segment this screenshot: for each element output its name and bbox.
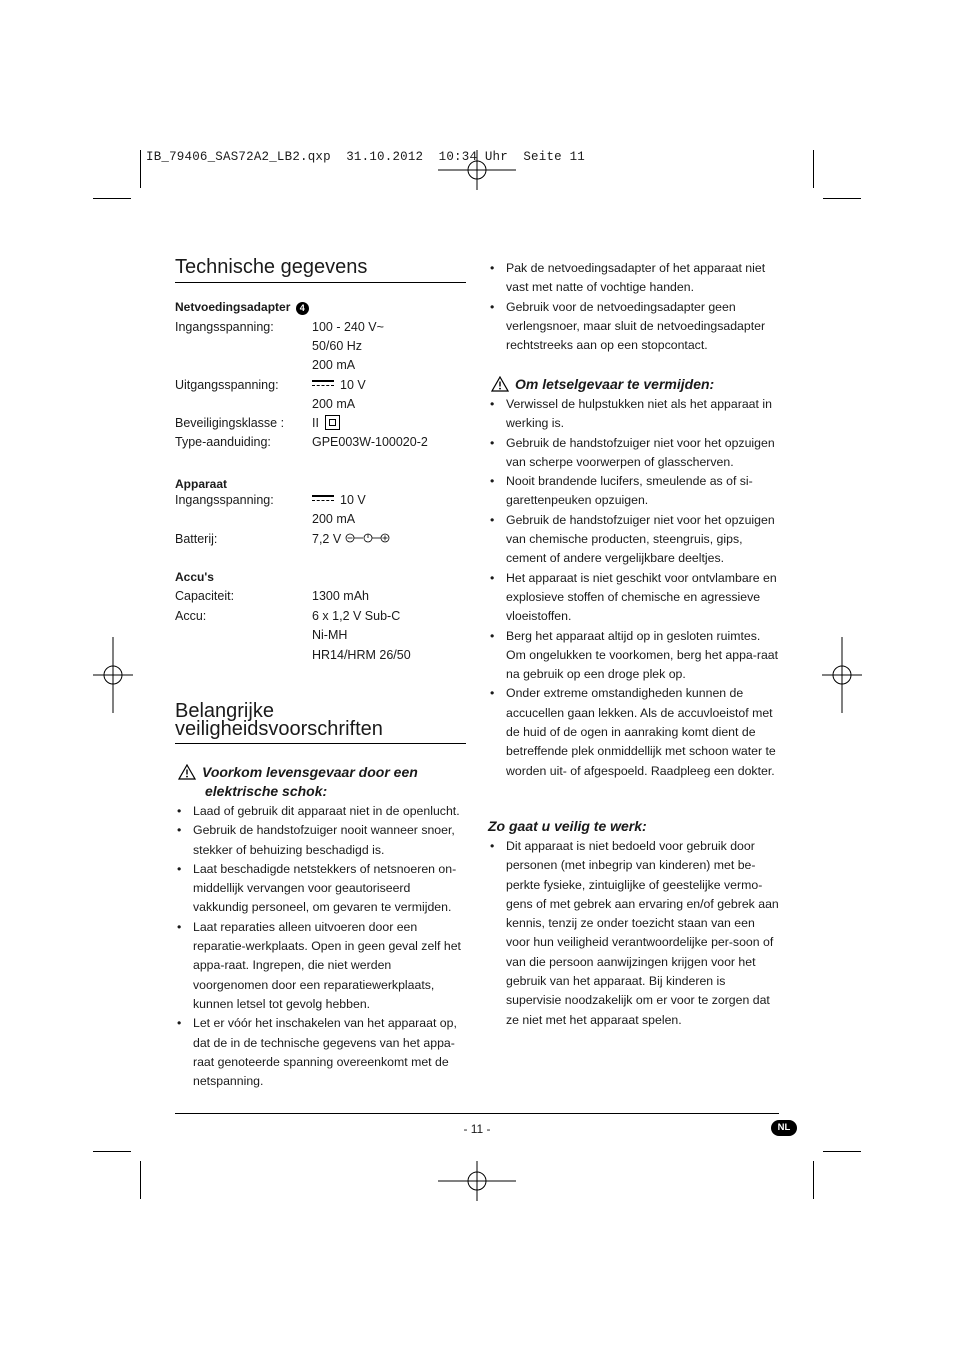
file-slug: IB_79406_SAS72A2_LB2.qxp 31.10.2012 10:34 Uhr Seite 11 (146, 150, 585, 164)
list-item: • Gebruik de handstofzuiger nooit wanneer snoer, stekker of behuizing beschadigd is. (175, 821, 466, 860)
adapter-value-2: 200 mA (312, 358, 356, 372)
list-item: • Laad of gebruik dit apparaat niet in de openlucht. (175, 802, 466, 821)
list-item: • Dit apparaat is niet bedoeld voor gebruik door personen (met inbegrip van kinderen) met be-perkte fysieke, zintuiglijke of geestelijke vermo-gens of met gebrek aan ervaring en/of gebrek aan kennis, tenzij ze onder toezicht staan van een voor hun veiligheid verantwoordelijke per-soon of van die persoon aanwijzingen krijgen voor het gebruik van het apparaat. Bij kinderen is supervisie noodzakelijk om er voor te zorgen dat ze niet met het apparaat spelen. (488, 837, 780, 1030)
accus-label-0: Capaciteit: (175, 589, 235, 603)
accus-label-1: Accu: (175, 609, 207, 623)
page-number: - 11 - (463, 1122, 491, 1136)
list-item: • Onder extreme omstandigheden kunnen de accucellen gaan lekken. Als de accuvloeistof met de huid of de ogen in aanraking komt dient de betreffende plek onmiddellijk met schoon water te worden uit- of afgespoeld. Raadpleeg een dokter. (488, 684, 780, 780)
adapter-label-0: Ingangsspanning: (175, 320, 274, 334)
protection-class-ii-icon (325, 415, 340, 430)
list-item: • Let er vóór het inschakelen van het apparaat op, dat de in de technische gegevens van het appa-raat genoteerde spanning overeenkomt met de netspanning. (175, 1014, 466, 1091)
warning-electric-heading-line2: elektrische schok: (205, 783, 328, 799)
warning-electric-heading: Voorkom levensgevaar door een (178, 763, 418, 782)
list-item: • Het apparaat is niet geschikt voor ontvlambare en explosieve stoffen of chemische en agressieve vloeistoffen. (488, 569, 780, 627)
list-item: • Nooit brandende lucifers, smeulende as of si-garettenpeuken opzuigen. (488, 472, 780, 511)
warning-triangle-icon (178, 764, 196, 780)
battery-polarity-icon (345, 532, 391, 544)
list-item: • Gebruik voor de netvoedingsadapter geen verlengsnoer, maar sluit de netvoedingsadapter rechtstreeks aan op een stopcontact. (488, 298, 780, 356)
list-item: • Laat beschadigde netstekkers of netsnoeren on-middellijk vervangen voor geautoriseerd vakkundig personeel, om gevaren te vermijden. (175, 860, 466, 918)
warning-injury-heading: Om letselgevaar te vermijden: (491, 375, 714, 394)
device-label-2: Batterij: (175, 532, 218, 546)
safety-title-line1: Belangrijke (175, 700, 274, 722)
adapter-heading: Netvoedingsadapter 4 (175, 300, 309, 315)
adapter-value-6: GPE003W-100020-2 (312, 435, 428, 449)
adapter-value-1: 50/60 Hz (312, 339, 363, 353)
safety-title-line2: veiligheidsvoorschriften (175, 718, 383, 740)
adapter-value-0: 100 - 240 V~ (312, 320, 384, 334)
device-value-1: 200 mA (312, 512, 356, 526)
device-heading: Apparaat (175, 477, 228, 491)
warning-triangle-icon (491, 376, 509, 392)
warning-injury-list (488, 395, 780, 781)
list-item: • Gebruik de handstofzuiger niet voor het opzuigen van chemische producten, steengruis, gips, cement of andere vergelijkbare deeltjes. (488, 511, 780, 569)
tech-title: Technische gegevens (175, 256, 368, 278)
adapter-handling-list (488, 259, 780, 355)
dc-symbol-icon (312, 379, 334, 388)
safe-use-list (488, 837, 780, 1030)
list-item: • Verwissel de hulpstukken niet als het apparaat in werking is. (488, 395, 780, 434)
accus-value-2: Ni-MH (312, 628, 348, 642)
device-label-0: Ingangsspanning: (175, 493, 274, 507)
list-item: • Gebruik de handstofzuiger niet voor het opzuigen van scherpe voorwerpen of glasscherven. (488, 434, 780, 473)
adapter-label-3: Uitgangsspanning: (175, 378, 279, 392)
safe-use-heading: Zo gaat u veilig te werk: (488, 818, 647, 834)
list-item: • Berg het apparaat altijd op in gesloten ruimtes. Om ongelukken te voorkomen, berg het appa-raat na gebruik op een droge plek op. (488, 627, 780, 685)
accus-heading: Accu's (175, 570, 214, 584)
ref-badge: 4 (296, 302, 309, 315)
device-value-0: 10 V (312, 491, 366, 510)
language-badge: NL (771, 1120, 797, 1136)
adapter-value-3: 10 V (312, 376, 366, 395)
warning-electric-list (175, 802, 466, 1091)
list-item: • Laat reparaties alleen uitvoeren door een reparatie-werkplaats. Open in geen geval zelf het appa-raat. Ingrepen, die niet werden voorgenomen door een reparatiewerkplaats, kunnen letsel tot gevolg hebben. (175, 918, 466, 1014)
adapter-label-5: Beveiligingsklasse : (175, 416, 285, 430)
adapter-value-4: 200 mA (312, 397, 356, 411)
accus-value-0: 1300 mAh (312, 589, 369, 603)
adapter-label-6: Type-aanduiding: (175, 435, 271, 449)
list-item: • Pak de netvoedingsadapter of het apparaat niet vast met natte of vochtige handen. (488, 259, 780, 298)
dc-symbol-icon (312, 494, 334, 503)
accus-value-1: 6 x 1,2 V Sub-C (312, 609, 401, 623)
accus-value-3: HR14/HRM 26/50 (312, 648, 411, 662)
adapter-value-5: II (312, 414, 340, 433)
device-value-2: 7,2 V (312, 530, 391, 549)
